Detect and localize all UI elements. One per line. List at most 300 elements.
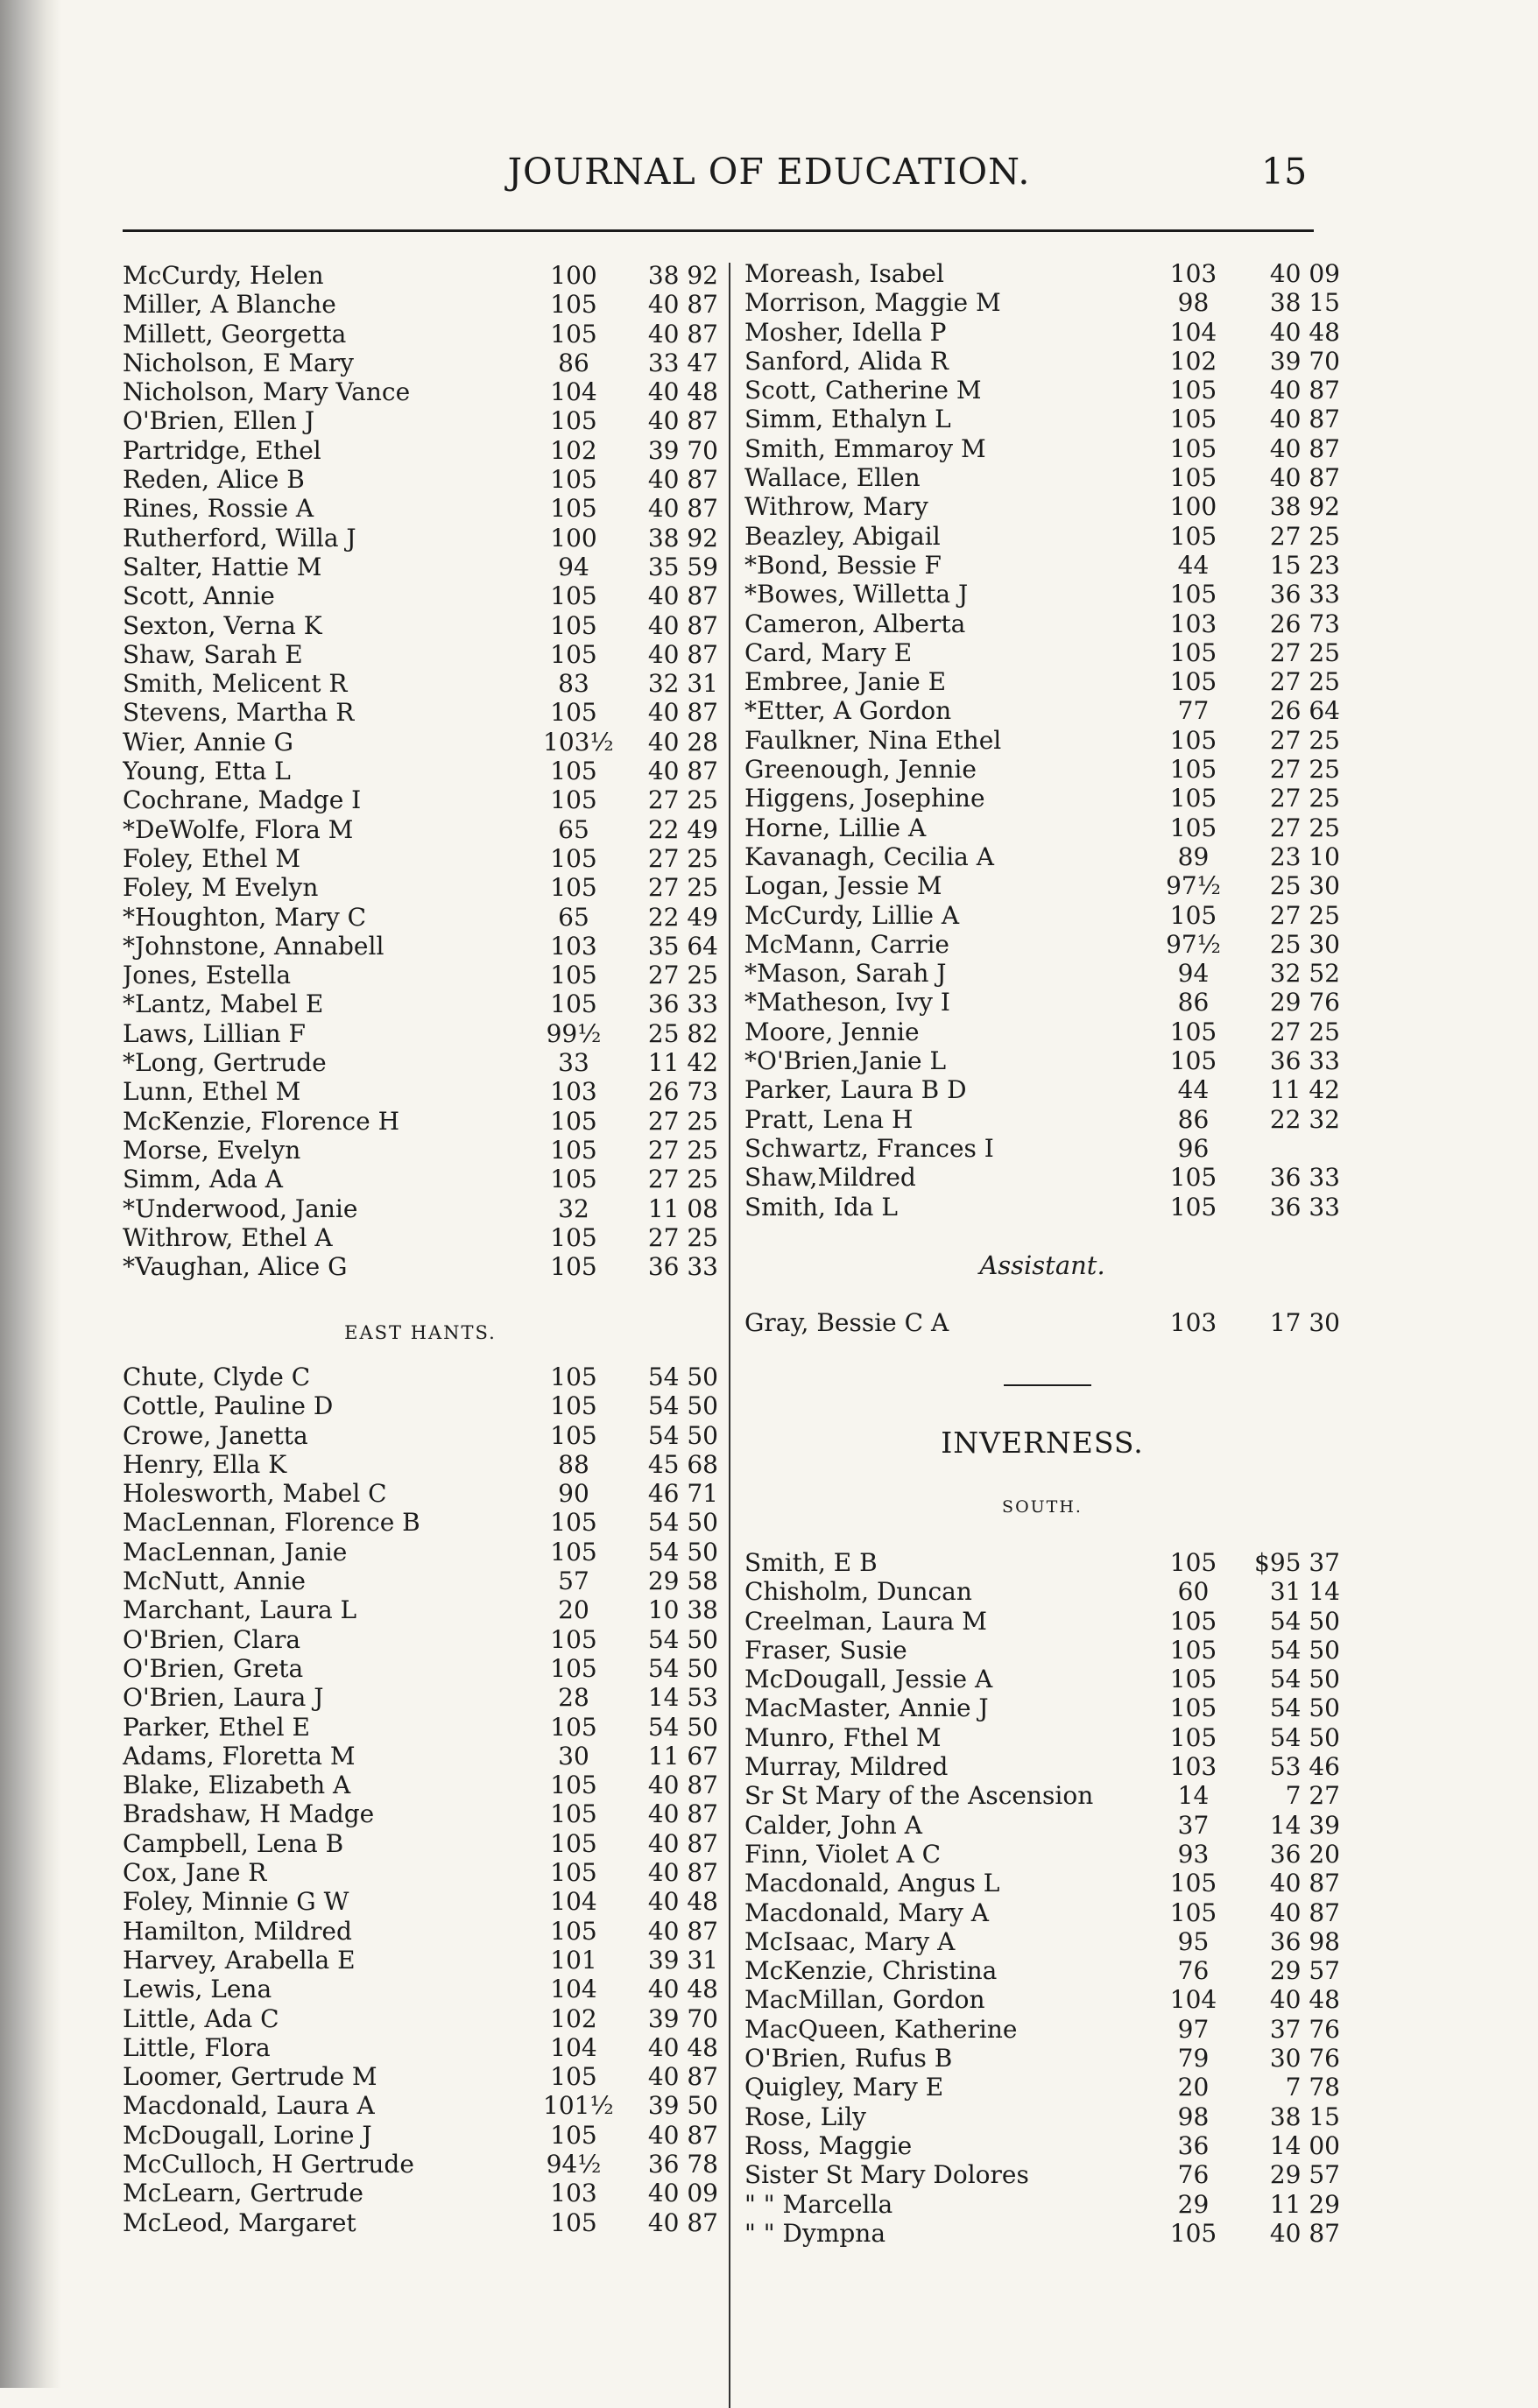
teacher-name: Cochrane, Madge I <box>123 785 362 815</box>
days-taught: 32 <box>558 1193 589 1223</box>
teacher-name: McMann, Carrie <box>744 929 949 959</box>
days-taught: 20 <box>1177 2073 1210 2102</box>
teacher-name: Henry, Ella K <box>123 1449 287 1479</box>
grant-amount: 54 50 <box>647 1624 718 1654</box>
days-taught: 94 <box>1177 959 1210 989</box>
days-taught: 105 <box>550 1362 597 1391</box>
teacher-name: *Bond, Bessie F <box>744 550 942 580</box>
table-row <box>123 1887 718 1916</box>
days-taught: 76 <box>1177 2160 1210 2190</box>
table-row <box>123 320 718 349</box>
table-row <box>744 696 1340 725</box>
teacher-name: Parker, Laura B D <box>744 1075 967 1105</box>
table-row <box>744 1607 1340 1636</box>
left-list-1 <box>123 261 718 1281</box>
table-row <box>744 1840 1340 1869</box>
grant-amount: 40 87 <box>1269 1869 1340 1898</box>
teacher-name: Lewis, Lena <box>123 1975 272 2004</box>
right-list-1 <box>744 259 1340 1222</box>
table-row <box>744 609 1340 638</box>
teacher-name: Finn, Violet A C <box>744 1839 942 1869</box>
days-taught: 96 <box>1177 1133 1210 1163</box>
grant-amount: 27 25 <box>1269 725 1340 755</box>
days-taught: 105 <box>1169 1869 1217 1898</box>
grant-amount: 14 39 <box>1269 1810 1340 1840</box>
grant-amount: 45 68 <box>647 1449 718 1479</box>
grant-amount: 25 82 <box>647 1018 718 1048</box>
grant-amount: 40 87 <box>1269 376 1340 405</box>
teacher-name: Foley, M Evelyn <box>123 873 319 903</box>
days-taught: 88 <box>558 1449 589 1479</box>
table-row <box>744 638 1340 667</box>
table-row <box>123 785 718 814</box>
days-taught: 105 <box>1169 725 1217 755</box>
teacher-name: MacLennan, Florence B <box>123 1508 420 1538</box>
teacher-name: MacMaster, Annie J <box>744 1693 989 1723</box>
teacher-name: O'Brien, Ellen J <box>123 406 315 436</box>
teacher-name: Greenough, Jennie <box>744 755 977 785</box>
grant-amount: 40 09 <box>647 2179 718 2208</box>
grant-amount: 40 87 <box>647 2207 718 2237</box>
teacher-name: Adams, Floretta M <box>123 1741 356 1771</box>
grant-amount: 31 14 <box>1269 1577 1340 1607</box>
days-taught: 105 <box>1169 1046 1217 1076</box>
table-row <box>744 755 1340 784</box>
days-taught: 97 <box>1177 2014 1210 2044</box>
table-row <box>744 959 1340 988</box>
grant-amount: 27 25 <box>647 1106 718 1136</box>
grant-amount: 35 64 <box>647 931 718 961</box>
table-row <box>123 961 718 989</box>
teacher-name: Blake, Elizabeth A <box>123 1771 351 1800</box>
days-taught: 105 <box>1169 1635 1217 1665</box>
teacher-name: Foley, Minnie G W <box>123 1887 349 1917</box>
table-row <box>123 1508 718 1537</box>
days-taught: 95 <box>1177 1926 1210 1956</box>
grant-amount: 39 50 <box>647 2091 718 2121</box>
table-row <box>744 1927 1340 1956</box>
teacher-name: *Johnstone, Annabell <box>123 931 384 961</box>
days-taught: 105 <box>1169 784 1217 813</box>
grant-amount: 40 48 <box>647 1975 718 2004</box>
days-taught: 105 <box>550 698 597 728</box>
days-taught: 105 <box>550 785 597 815</box>
grant-amount: 36 33 <box>647 1252 718 1282</box>
grant-amount: 36 33 <box>1269 580 1340 609</box>
days-taught: 105 <box>550 2120 597 2150</box>
table-row <box>123 465 718 494</box>
teacher-name: *DeWolfe, Flora M <box>123 814 354 844</box>
teacher-name: Logan, Jessie M <box>744 871 942 901</box>
table-row <box>744 1308 1340 1337</box>
days-taught: 37 <box>1177 1810 1210 1840</box>
teacher-name: McNutt, Annie <box>123 1567 307 1596</box>
teacher-name: McKenzie, Florence H <box>123 1106 399 1136</box>
table-row <box>123 1567 718 1595</box>
table-row <box>123 1107 718 1136</box>
table-row <box>744 2073 1340 2102</box>
table-row <box>123 1538 718 1567</box>
grant-amount: 38 15 <box>1269 288 1340 318</box>
days-taught: 105 <box>1169 667 1217 697</box>
table-row <box>744 930 1340 959</box>
grant-amount: 54 50 <box>1269 1606 1340 1636</box>
grant-amount: 39 70 <box>647 2003 718 2033</box>
days-taught: 60 <box>1177 1577 1210 1607</box>
table-row <box>744 1956 1340 1985</box>
table-row <box>744 580 1340 609</box>
section-rule <box>1004 1384 1091 1386</box>
teacher-name: Little, Ada C <box>123 2003 279 2033</box>
days-taught: 86 <box>1177 988 1210 1017</box>
teacher-name: Partridge, Ethel <box>123 435 321 465</box>
days-taught: 65 <box>558 902 589 932</box>
grant-amount: 32 31 <box>647 669 718 699</box>
teacher-name: Pratt, Lena H <box>744 1104 914 1134</box>
teacher-name: Schwartz, Frances I <box>744 1133 994 1163</box>
days-taught: 105 <box>1169 1665 1217 1694</box>
days-taught: 105 <box>1169 1548 1217 1577</box>
page-number: 15 <box>1261 151 1308 193</box>
table-row <box>123 1683 718 1712</box>
table-row <box>744 901 1340 930</box>
grant-amount: 40 87 <box>647 1916 718 1946</box>
grant-amount: 29 57 <box>1269 2160 1340 2190</box>
assistant-heading: Assistant. <box>979 1250 1105 1280</box>
table-row <box>123 553 718 581</box>
days-taught: 105 <box>550 639 597 669</box>
teacher-name: McDougall, Jessie A <box>744 1665 993 1694</box>
teacher-name: Macdonald, Laura A <box>123 2091 375 2121</box>
teacher-name: Moreash, Isabel <box>744 259 944 288</box>
days-taught: 98 <box>1177 2102 1210 2131</box>
table-row <box>123 1194 718 1223</box>
table-row <box>123 1713 718 1742</box>
grant-amount: 40 87 <box>647 698 718 728</box>
table-row <box>744 259 1340 288</box>
grant-amount: $95 37 <box>1254 1548 1340 1577</box>
teacher-name: Young, Etta L <box>123 757 291 786</box>
teacher-name: Calder, John A <box>744 1810 922 1840</box>
days-taught: 105 <box>550 1799 597 1829</box>
teacher-name: Card, Mary E <box>744 637 913 667</box>
days-taught: 105 <box>550 1391 597 1421</box>
table-row <box>123 873 718 902</box>
days-taught: 97½ <box>1166 871 1221 901</box>
table-row <box>123 1595 718 1624</box>
grant-amount: 11 42 <box>1269 1075 1340 1105</box>
grant-amount: 40 87 <box>647 1771 718 1800</box>
table-row <box>123 1742 718 1771</box>
days-taught: 57 <box>558 1567 589 1596</box>
teacher-name: McDougall, Lorine J <box>123 2120 372 2150</box>
days-taught: 105 <box>550 406 597 436</box>
table-row <box>744 2102 1340 2131</box>
grant-amount: 27 25 <box>1269 1017 1340 1046</box>
teacher-name: Withrow, Ethel A <box>123 1222 333 1252</box>
grant-amount: 29 57 <box>1269 1956 1340 1986</box>
table-row <box>123 757 718 785</box>
table-row <box>744 2015 1340 2044</box>
grant-amount: 36 33 <box>1269 1163 1340 1193</box>
days-taught: 86 <box>558 348 589 377</box>
grant-amount: 36 78 <box>647 2150 718 2179</box>
days-taught: 44 <box>1177 550 1210 580</box>
teacher-name: O'Brien, Rufus B <box>744 2044 953 2074</box>
teacher-name: " " Marcella <box>744 2189 893 2219</box>
days-taught: 105 <box>550 1916 597 1946</box>
grant-amount: 27 25 <box>647 785 718 815</box>
grant-amount: 17 30 <box>1269 1308 1340 1337</box>
days-taught: 105 <box>1169 433 1217 463</box>
teacher-name: Withrow, Mary <box>744 492 928 522</box>
days-taught: 105 <box>1169 637 1217 667</box>
grant-amount: 36 33 <box>647 989 718 1019</box>
table-row <box>744 1046 1340 1075</box>
days-taught: 89 <box>1177 841 1210 871</box>
table-row <box>123 1252 718 1281</box>
grant-amount: 11 08 <box>647 1193 718 1223</box>
grant-amount: 11 29 <box>1269 2189 1340 2219</box>
days-taught: 105 <box>550 1165 597 1194</box>
days-taught: 105 <box>550 1653 597 1683</box>
teacher-name: McLeod, Margaret <box>123 2207 356 2237</box>
teacher-name: " " Dympna <box>744 2218 886 2248</box>
grant-amount: 10 38 <box>647 1595 718 1625</box>
teacher-name: Morse, Evelyn <box>123 1135 301 1165</box>
days-taught: 105 <box>550 610 597 640</box>
grant-amount: 27 25 <box>1269 637 1340 667</box>
header-rule <box>123 229 1314 232</box>
teacher-name: Munro, Fthel M <box>744 1722 942 1752</box>
teacher-name: MacLennan, Janie <box>123 1537 348 1567</box>
teacher-name: Nicholson, E Mary <box>123 348 354 377</box>
table-row <box>744 1665 1340 1693</box>
table-row <box>744 988 1340 1017</box>
grant-amount: 35 59 <box>647 552 718 581</box>
days-taught: 100 <box>550 523 597 553</box>
days-taught: 105 <box>550 1858 597 1888</box>
teacher-name: *Etter, A Gordon <box>744 696 952 726</box>
days-taught: 104 <box>550 2032 597 2062</box>
grant-amount <box>1231 1134 1340 1163</box>
table-row <box>744 1105 1340 1134</box>
days-taught: 104 <box>550 1887 597 1917</box>
grant-amount: 39 70 <box>647 435 718 465</box>
teacher-name: Nicholson, Mary Vance <box>123 377 411 407</box>
teacher-name: *Houghton, Mary C <box>123 902 367 932</box>
table-row <box>744 1752 1340 1781</box>
days-taught: 94½ <box>546 2150 602 2179</box>
grant-amount: 22 32 <box>1269 1104 1340 1134</box>
teacher-name: Sr St Mary of the Ascension <box>744 1781 1094 1811</box>
teacher-name: Smith, E B <box>744 1548 878 1577</box>
grant-amount: 22 49 <box>647 814 718 844</box>
grant-amount: 40 87 <box>1269 463 1340 493</box>
days-taught: 105 <box>1169 900 1217 930</box>
grant-amount: 54 50 <box>647 1362 718 1391</box>
table-row <box>123 932 718 961</box>
grant-amount: 54 50 <box>647 1653 718 1683</box>
table-row <box>744 2190 1340 2219</box>
table-row <box>123 844 718 873</box>
grant-amount: 54 50 <box>647 1712 718 1742</box>
teacher-name: *Lantz, Mabel E <box>123 989 324 1019</box>
left-column-east-hants <box>123 1362 718 2237</box>
teacher-name: McIsaac, Mary A <box>744 1926 956 1956</box>
teacher-name: Harvey, Arabella E <box>123 1945 356 1975</box>
grant-amount: 33 47 <box>647 348 718 377</box>
teacher-name: Holesworth, Mabel C <box>123 1479 387 1509</box>
grant-amount: 40 87 <box>647 319 718 349</box>
table-row <box>123 1136 718 1165</box>
table-row <box>744 2160 1340 2189</box>
days-taught: 105 <box>1169 1693 1217 1723</box>
table-row <box>744 1898 1340 1927</box>
section-inverness: INVERNESS. <box>941 1426 1144 1460</box>
table-row <box>744 2044 1340 2073</box>
teacher-name: Sexton, Verna K <box>123 610 322 640</box>
grant-amount: 46 71 <box>647 1479 718 1509</box>
table-row <box>123 640 718 669</box>
days-taught: 102 <box>550 435 597 465</box>
grant-amount: 40 87 <box>647 465 718 495</box>
table-row <box>123 290 718 319</box>
days-taught: 105 <box>1169 376 1217 405</box>
days-taught: 105 <box>1169 580 1217 609</box>
table-row <box>744 1017 1340 1046</box>
grant-amount: 40 87 <box>647 610 718 640</box>
teacher-name: Salter, Hattie M <box>123 552 322 581</box>
grant-amount: 54 50 <box>1269 1722 1340 1752</box>
days-taught: 105 <box>1169 521 1217 551</box>
grant-amount: 27 25 <box>647 1165 718 1194</box>
grant-amount: 40 87 <box>1269 405 1340 434</box>
grant-amount: 36 20 <box>1269 1839 1340 1869</box>
table-row <box>123 406 718 435</box>
teacher-name: Cameron, Alberta <box>744 609 966 638</box>
column-divider <box>729 263 730 2408</box>
teacher-name: O'Brien, Clara <box>123 1624 301 1654</box>
table-row <box>744 1985 1340 2014</box>
days-taught: 105 <box>550 757 597 786</box>
table-row <box>123 698 718 727</box>
days-taught: 105 <box>550 319 597 349</box>
teacher-name: Morrison, Maggie M <box>744 288 1001 318</box>
grant-amount: 40 48 <box>647 1887 718 1917</box>
days-taught: 105 <box>550 1508 597 1538</box>
table-row <box>123 815 718 844</box>
grant-amount: 40 87 <box>647 639 718 669</box>
teacher-name: Scott, Catherine M <box>744 376 982 405</box>
teacher-name: Campbell, Lena B <box>123 1828 344 1858</box>
teacher-name: Cox, Jane R <box>123 1858 267 1888</box>
table-row <box>744 522 1340 551</box>
days-taught: 105 <box>550 465 597 495</box>
days-taught: 105 <box>550 873 597 903</box>
teacher-name: McCurdy, Helen <box>123 261 324 290</box>
teacher-name: Faulkner, Nina Ethel <box>744 725 1002 755</box>
grant-amount: 38 92 <box>1269 492 1340 522</box>
teacher-name: *O'Brien,Janie L <box>744 1046 947 1076</box>
table-row <box>744 1075 1340 1104</box>
teacher-name: *Long, Gertrude <box>123 1048 327 1078</box>
days-taught: 102 <box>1169 346 1217 376</box>
grant-amount: 30 76 <box>1269 2044 1340 2074</box>
teacher-name: Little, Flora <box>123 2032 271 2062</box>
teacher-name: Shaw,Mildred <box>744 1163 916 1193</box>
table-row <box>123 1223 718 1252</box>
table-row <box>744 347 1340 376</box>
teacher-name: Sanford, Alida R <box>744 346 949 376</box>
days-taught: 105 <box>550 1106 597 1136</box>
teacher-name: Quigley, Mary E <box>744 2073 944 2102</box>
days-taught: 44 <box>1177 1075 1210 1105</box>
table-row <box>744 1163 1340 1192</box>
grant-amount: 54 50 <box>1269 1693 1340 1723</box>
teacher-name: Lunn, Ethel M <box>123 1077 301 1107</box>
days-taught: 105 <box>550 843 597 873</box>
table-row <box>123 1771 718 1799</box>
grant-amount: 29 76 <box>1269 988 1340 1017</box>
table-row <box>123 1479 718 1508</box>
table-row <box>123 1362 718 1391</box>
table-row <box>744 405 1340 433</box>
teacher-name: Creelman, Laura M <box>744 1606 987 1636</box>
days-taught: 105 <box>550 494 597 524</box>
table-row <box>123 669 718 698</box>
teacher-name: Shaw, Sarah E <box>123 639 303 669</box>
table-row <box>744 667 1340 696</box>
grant-amount: 40 87 <box>647 581 718 611</box>
days-taught: 104 <box>1169 1985 1217 2015</box>
teacher-name: Reden, Alice B <box>123 465 305 495</box>
teacher-name: Stevens, Martha R <box>123 698 355 728</box>
days-taught: 98 <box>1177 288 1210 318</box>
teacher-name: Smith, Emmaroy M <box>744 433 986 463</box>
teacher-name: Rutherford, Willa J <box>123 523 356 553</box>
grant-amount: 27 25 <box>647 1222 718 1252</box>
grant-amount: 40 87 <box>647 406 718 436</box>
teacher-name: Wallace, Ellen <box>744 463 921 493</box>
grant-amount: 36 33 <box>1269 1046 1340 1076</box>
days-taught: 94 <box>558 552 589 581</box>
days-taught: 105 <box>1169 1898 1217 1927</box>
days-taught: 100 <box>550 261 597 290</box>
teacher-name: Bradshaw, H Madge <box>123 1799 375 1829</box>
days-taught: 101½ <box>543 2091 614 2121</box>
teacher-name: McCulloch, H Gertrude <box>123 2150 414 2179</box>
teacher-name: *Matheson, Ivy I <box>744 988 950 1017</box>
grant-amount: 40 48 <box>1269 1985 1340 2015</box>
teacher-name: Mosher, Idella P <box>744 317 947 347</box>
teacher-name: Smith, Melicent R <box>123 669 348 699</box>
days-taught: 105 <box>550 1828 597 1858</box>
grant-amount: 40 48 <box>647 377 718 407</box>
table-row <box>744 1134 1340 1163</box>
table-row <box>744 1548 1340 1577</box>
days-taught: 105 <box>550 1420 597 1450</box>
days-taught: 29 <box>1177 2189 1210 2219</box>
grant-amount: 29 58 <box>647 1567 718 1596</box>
days-taught: 105 <box>1169 1722 1217 1752</box>
days-taught: 104 <box>550 1975 597 2004</box>
teacher-name: Fraser, Susie <box>744 1635 907 1665</box>
table-row <box>744 1811 1340 1840</box>
teacher-name: Parker, Ethel E <box>123 1712 310 1742</box>
table-row <box>123 436 718 465</box>
grant-amount: 36 33 <box>1269 1192 1340 1222</box>
